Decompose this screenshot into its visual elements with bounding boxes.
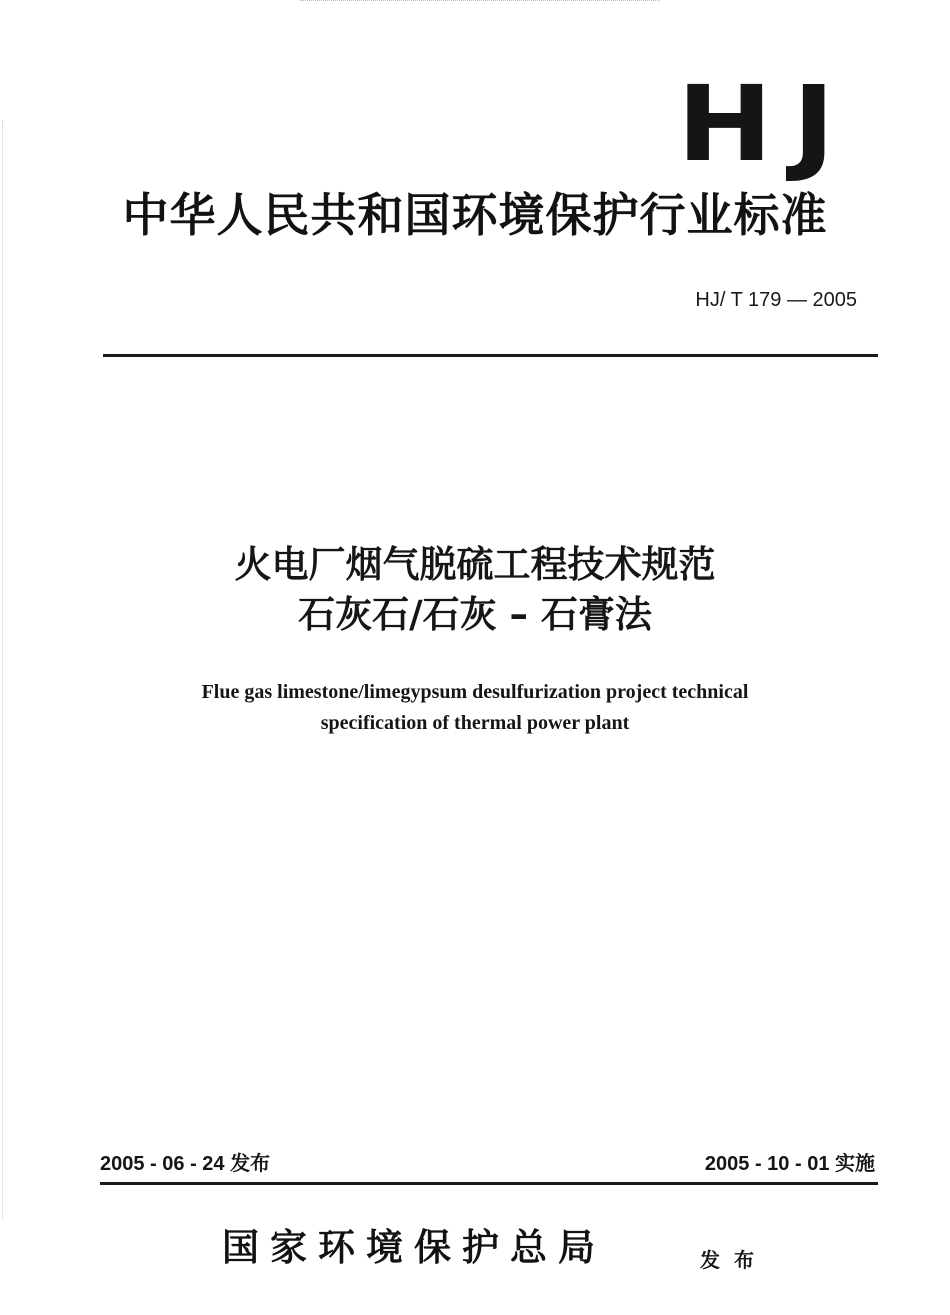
document-title-en-line2: specification of thermal power plant <box>320 712 630 734</box>
document-title-zh-line1: 火电厂烟气脱硫工程技术规范 <box>234 543 716 586</box>
document-title-zh-line2: 石灰石/石灰 – 石膏法 <box>298 593 652 636</box>
publish-label: 发布 <box>700 1248 768 1272</box>
standard-code: HJ/ T 179 — 2005 <box>695 289 857 311</box>
standard-category-title: 中华人民共和国环境保护行业标准 <box>122 188 828 242</box>
effective-date: 2005 - 10 - 01 实施 <box>704 1153 875 1175</box>
document-title-en-line1: Flue gas limestone/limegypsum desulfurization project technical <box>201 681 749 703</box>
document-title-zh <box>0 540 950 640</box>
document-title-en <box>0 677 950 739</box>
top-scan-edge <box>300 0 660 1</box>
left-scan-edge <box>2 120 3 1220</box>
issue-date: 2005 - 06 - 24 发布 <box>100 1153 271 1175</box>
lower-divider <box>100 1182 878 1185</box>
hj-logo: HJ <box>677 63 855 185</box>
publisher-name: 国家环境保护总局 <box>222 1225 606 1269</box>
upper-divider <box>103 354 878 357</box>
